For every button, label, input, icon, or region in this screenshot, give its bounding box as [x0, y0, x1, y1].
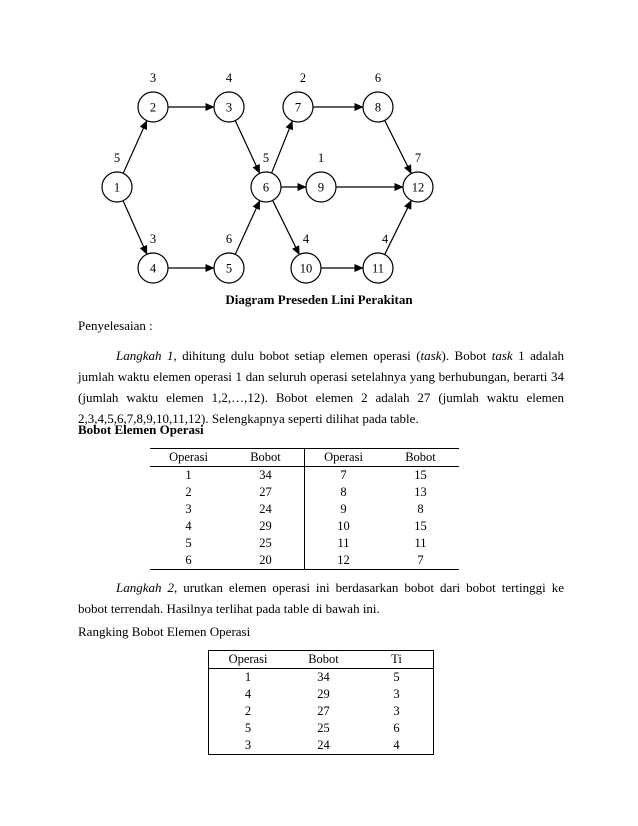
langkah-2-label: Langkah 2 — [116, 580, 174, 595]
table-cell: 15 — [414, 468, 427, 482]
table-cell: 8 — [417, 502, 424, 516]
node-8-weight: 6 — [374, 71, 382, 85]
table-row — [150, 501, 459, 518]
table-cell: 13 — [414, 485, 427, 499]
table-cell: 20 — [259, 553, 272, 567]
node-9-label: 9 — [317, 180, 325, 195]
edge-11-12 — [385, 200, 412, 254]
langkah-2-text: , urutkan elemen operasi ini berdasarkan bobot dari bobot tertinggi ke bobot terrendah. Hasilnya terlihat pada table di bawah ini. — [78, 580, 565, 616]
node-5-label: 5 — [225, 261, 233, 276]
table-cell: 1 — [244, 670, 252, 684]
node-11-label: 11 — [371, 261, 385, 276]
node-7-weight: 2 — [299, 71, 307, 85]
node-6-weight: 5 — [262, 151, 270, 165]
table-cell: 3 — [393, 687, 400, 701]
node-11-weight: 4 — [381, 232, 389, 246]
table-cell: 3 — [185, 502, 192, 516]
table-cell: 7 — [417, 553, 424, 567]
table-row — [209, 686, 434, 703]
langkah-1-label: Langkah 1 — [116, 348, 174, 363]
node-3-label: 3 — [225, 100, 233, 115]
node-10-weight: 4 — [302, 232, 310, 246]
edge-8-12 — [385, 120, 412, 173]
table-cell: 3 — [244, 738, 252, 752]
bobot-table — [150, 448, 459, 570]
header-bobot: Bobot — [308, 652, 339, 666]
table-cell: 2 — [185, 485, 192, 499]
table-header-row — [209, 651, 434, 669]
node-12-weight: 7 — [414, 151, 422, 165]
node-7-label: 7 — [294, 100, 302, 115]
table-cell: 1 — [185, 468, 192, 482]
table-cell: 8 — [305, 484, 383, 501]
edge-6-10 — [273, 200, 300, 254]
table-cell: 24 — [317, 738, 330, 752]
node-9-weight: 1 — [317, 151, 325, 165]
diagram-caption: Diagram Preseden Lini Perakitan — [225, 292, 413, 307]
table-cell: 3 — [393, 704, 400, 718]
node-4-label: 4 — [149, 261, 157, 276]
table-cell: 34 — [259, 468, 272, 482]
node-6-label: 6 — [262, 180, 270, 195]
header-bobot-2: Bobot — [405, 450, 436, 464]
table-cell: 4 — [185, 519, 192, 533]
table-row — [150, 467, 459, 485]
node-2-label: 2 — [149, 100, 157, 115]
node-5-weight: 6 — [225, 232, 233, 246]
table-cell: 27 — [259, 485, 272, 499]
table-cell: 9 — [305, 501, 383, 518]
node-4-weight: 3 — [149, 232, 157, 246]
table-cell: 5 — [244, 721, 252, 735]
node-10-label: 10 — [299, 261, 313, 276]
node-2-weight: 3 — [149, 71, 157, 85]
rangking-table — [208, 650, 434, 755]
header-operasi-2: Operasi — [305, 449, 383, 467]
table-cell: 29 — [259, 519, 272, 533]
table-cell: 15 — [414, 519, 427, 533]
node-8-label: 8 — [374, 100, 382, 115]
langkah-2-paragraph — [78, 577, 564, 619]
table-cell: 7 — [305, 467, 383, 485]
node-3-weight: 4 — [225, 71, 233, 85]
precedence-diagram — [0, 0, 638, 290]
table-1-title: Bobot Elemen Operasi — [78, 422, 204, 437]
table-2-title: Rangking Bobot Elemen Operasi — [78, 624, 251, 639]
table-cell: 6 — [185, 553, 192, 567]
table-cell: 4 — [393, 738, 400, 752]
table-cell: 11 — [305, 535, 383, 552]
table-cell: 24 — [259, 502, 272, 516]
edge-3-6 — [235, 121, 259, 174]
langkah-1-paragraph — [78, 345, 564, 429]
table-cell: 5 — [185, 536, 192, 550]
table-cell: 4 — [244, 687, 252, 701]
task-term-2: task — [491, 348, 513, 363]
table-cell: 25 — [317, 721, 330, 735]
table-row — [150, 535, 459, 552]
header-bobot: Bobot — [250, 450, 281, 464]
table-row — [150, 484, 459, 501]
table-cell: 25 — [259, 536, 272, 550]
table-cell: 27 — [317, 704, 330, 718]
header-operasi: Operasi — [169, 450, 208, 464]
node-1-label: 1 — [113, 180, 121, 195]
edge-5-6 — [235, 201, 260, 255]
node-1-weight: 5 — [113, 151, 121, 165]
header-operasi: Operasi — [228, 652, 268, 666]
table-cell: 10 — [305, 518, 383, 535]
table-cell: 12 — [305, 552, 383, 570]
table-cell: 6 — [393, 721, 400, 735]
table-cell: 34 — [317, 670, 330, 684]
langkah-1-text-b: ). Bobot — [441, 348, 492, 363]
header-ti: Ti — [391, 652, 402, 666]
table-cell: 11 — [414, 536, 427, 550]
edge-1-4 — [123, 201, 147, 255]
table-row — [150, 518, 459, 535]
table-cell: 29 — [317, 687, 330, 701]
langkah-1-text-a: , dihitung dulu bobot setiap elemen operasi ( — [173, 348, 421, 363]
table-cell: 2 — [244, 704, 252, 718]
table-header-row — [150, 449, 459, 467]
edge-6-7 — [272, 121, 293, 173]
penyelesaian-label: Penyelesaian : — [78, 318, 153, 333]
task-term: task — [420, 348, 442, 363]
langkah-1-text-c: 1 adalah jumlah waktu elemen operasi 1 dan seluruh operasi setelahnya yang berhubungan, berarti 34 (jumlah waktu elemen 1,2,…,12). Bobot elemen 2 adalah 27 (jumlah waktu elemen 2,3,4,5,6,7,8,9,10,11,12). Selengkapnya seperti dilihat pada table. — [78, 348, 564, 426]
table-row — [209, 669, 434, 687]
node-12-label: 12 — [411, 180, 425, 195]
table-cell: 5 — [393, 670, 400, 684]
table-row — [209, 737, 434, 755]
table-row — [150, 552, 459, 570]
table-row — [209, 703, 434, 720]
table-row — [209, 720, 434, 737]
edge-1-2 — [123, 121, 147, 174]
